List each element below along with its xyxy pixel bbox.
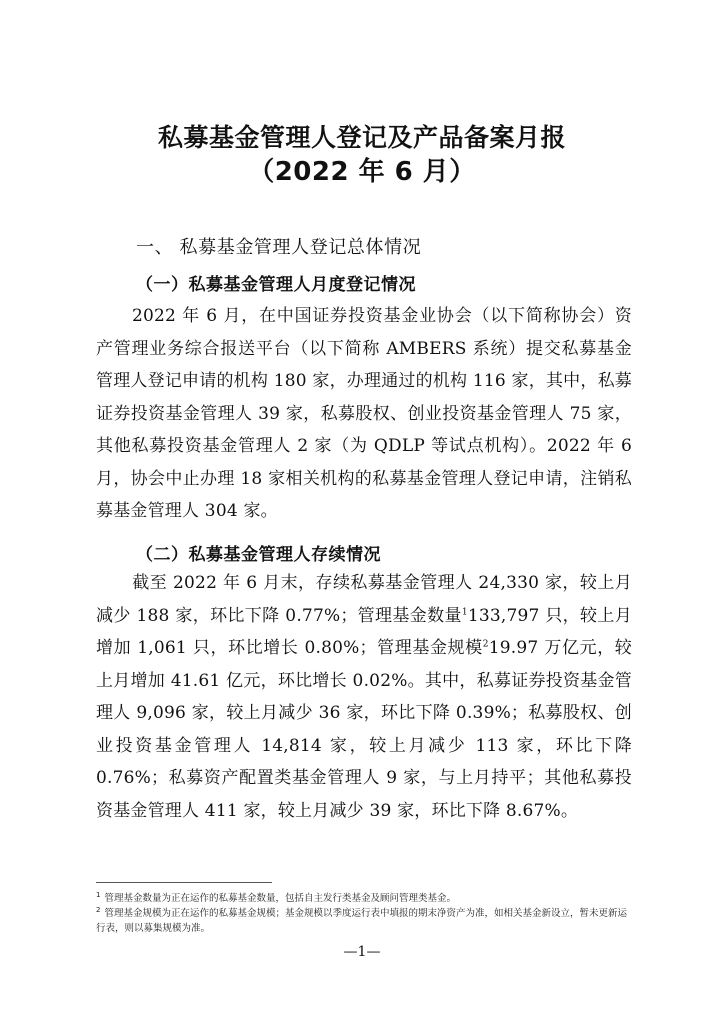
footnote-text: 管理基金数量为正在运作的私募基金数量，包括自主发行类基金及顾问管理类基金。	[104, 893, 456, 904]
footnote-number: 1	[96, 890, 101, 899]
footnote-ref-2[interactable]: 2	[482, 639, 489, 650]
footnote-text: 管理基金规模为正在运作的私募基金规模；基金规模以季度运行表中填报的期末净资产为准，如相关基金新设立，暂未更新运行表，则以募集规模为准。	[96, 908, 627, 934]
report-period: （2022 年 6 月）	[248, 157, 476, 187]
report-title: 私募基金管理人登记及产品备案月报	[157, 123, 566, 152]
footnotes	[96, 891, 632, 936]
footnote-2	[96, 906, 632, 936]
paragraph-text-a: 截至 2022 年 6 月末，存续私募基金管理人 24,330 家，较上月减少 188 家，环比下降 0.77%；管理基金数量	[96, 573, 632, 626]
footnote-number: 2	[96, 905, 101, 914]
paragraph-text-b: 133,797 只，较上月增加 1,061 只，环比增长 0.80%；管理基金规模	[96, 605, 632, 658]
footnote-ref-1[interactable]: 1	[461, 606, 468, 617]
section-heading-1: 一、 私募基金管理人登记总体情况	[136, 237, 422, 258]
footnote-1	[96, 891, 632, 906]
paragraph-text-c: 19.97 万亿元，较上月增加 41.61 亿元，环比增长 0.02%。其中，私募证券投资基金管理人 9,096 家，较上月减少 36 家，环比下降 0.39%；私募股权、创业投资基金管理人 14,814 家，较上月减少 113 家，环比下降 0.76%；私募资产配置类基金管理人 9 家，与上月持平；其他私募投资基金管理人 411 家，较上月减少 39 家，环比下降 8.67%。	[96, 638, 632, 821]
paragraph-existing-managers	[96, 567, 632, 827]
paragraph-monthly-registration	[96, 300, 632, 528]
subsection-heading-existing-managers: （二）私募基金管理人存续情况	[136, 545, 381, 565]
page-number: —1—	[343, 944, 381, 960]
subsection-heading-monthly-registration: （一）私募基金管理人月度登记情况	[136, 275, 416, 295]
footnote-divider	[96, 882, 272, 883]
paragraph-text: 2022 年 6 月，在中国证券投资基金业协会（以下简称协会）资产管理业务综合报送平台（以下简称 AMBERS 系统）提交私募基金管理人登记申请的机构 180 家，办理通过的机构 116 家，其中，私募证券投资基金管理人 39 家，私募股权、创业投资基金管理人 75 家，其他私募投资基金管理人 2 家（为 QDLP 等试点机构）。2022 年 6 月，协会中止办理 18 家相关机构的私募基金管理人登记申请，注销私募基金管理人 304 家。	[96, 306, 632, 521]
